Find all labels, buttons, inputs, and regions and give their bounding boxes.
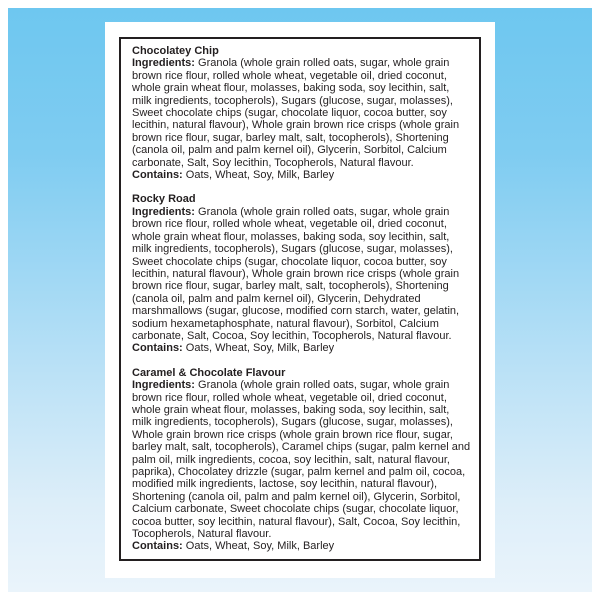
product-section-caramel-chocolate bbox=[132, 367, 471, 553]
contains-line bbox=[132, 342, 471, 354]
label-card bbox=[105, 22, 495, 578]
ingredients-paragraph bbox=[132, 379, 471, 540]
contains-text: Oats, Wheat, Soy, Milk, Barley bbox=[182, 540, 335, 553]
ingredients-box bbox=[119, 37, 481, 561]
contains-label: Contains: bbox=[132, 342, 183, 355]
contains-label: Contains: bbox=[132, 540, 183, 553]
product-section-chocolatey-chip bbox=[132, 45, 471, 181]
contains-line bbox=[132, 540, 471, 552]
ingredients-paragraph bbox=[132, 206, 471, 342]
ingredients-paragraph bbox=[132, 57, 471, 169]
contains-text: Oats, Wheat, Soy, Milk, Barley bbox=[182, 342, 335, 355]
contains-text: Oats, Wheat, Soy, Milk, Barley bbox=[182, 169, 335, 182]
product-title: Caramel & Chocolate Flavour bbox=[132, 366, 286, 379]
ingredients-label: Ingredients: bbox=[132, 205, 195, 218]
page-background bbox=[8, 8, 592, 592]
contains-line bbox=[132, 169, 471, 181]
product-title: Chocolatey Chip bbox=[132, 45, 219, 57]
contains-label: Contains: bbox=[132, 169, 183, 182]
product-section-rocky-road bbox=[132, 193, 471, 354]
ingredients-label: Ingredients: bbox=[132, 379, 195, 392]
ingredients-label: Ingredients: bbox=[132, 57, 195, 70]
ingredients-text: Granola (whole grain rolled oats, sugar, whole grain brown rice flour, rolled whole wheat, vegetable oil, dried coconut, whole grain wheat flour, molasses, baking soda, soy lecithin, salt, milk ingredients, tocopherols), Sugars (glucose, sugar, molasses), Sweet chocolate chips (sugar, chocolate liquor, cocoa butter, soy lecithin, natural flavour), Whole grain brown rice crisps (whole grain brown rice flour, sugar, barley malt, salt, tocopherols), Shortening (canola oil, palm and palm kernel oil), Glycerin, Sorbitol, Calcium carbonate, Salt, Soy lecithin, Tocopherols, Natural flavour. bbox=[132, 57, 460, 169]
ingredients-text: Granola (whole grain rolled oats, sugar, whole grain brown rice flour, rolled whole wheat, vegetable oil, dried coconut, whole grain wheat flour, molasses, baking soda, soy lecithin, salt, milk ingredients, tocopherols), Sugars (glucose, sugar, molasses), Sweet chocolate chips (sugar, chocolate liquor, cocoa butter, soy lecithin, natural flavour), Whole grain brown rice crisps (whole grain brown rice flour, sugar, barley malt, salt, tocopherols), Shortening (canola oil, palm and palm kernel oil), Glycerin, Dehydrated marshmallows (sugar, glucose, modified corn starch, water, gelatin, sodium hexametaphosphate, natural flavour), Sorbitol, Calcium carbonate, Salt, Cocoa, Soy lecithin, Tocopherols, Natural flavour. bbox=[132, 205, 460, 342]
ingredients-text: Granola (whole grain rolled oats, sugar, whole grain brown rice flour, rolled whole wheat, vegetable oil, dried coconut, whole grain wheat flour, molasses, baking soda, soy lecithin, salt, milk ingredients, tocopherols), Sugars (glucose, sugar, molasses), Whole grain brown rice crisps (whole grain brown rice flour, sugar, barley malt, salt, tocopherols), Caramel chips (sugar, palm kernel and palm oil, milk ingredients, cocoa, soy lecithin, salt, natural flavour, paprika), Chocolatey drizzle (sugar, palm kernel and palm oil, cocoa, modified milk ingredients, lactose, soy lecithin, natural flavour), Shortening (canola oil, palm and palm kernel oil), Glycerin, Sorbitol, Calcium carbonate, Sweet chocolate chips (sugar, chocolate liquor, cocoa butter, soy lecithin, natural flavour), Salt, Cocoa, Soy lecithin, Tocopherols, Natural flavour. bbox=[132, 379, 471, 541]
product-title: Rocky Road bbox=[132, 193, 196, 206]
